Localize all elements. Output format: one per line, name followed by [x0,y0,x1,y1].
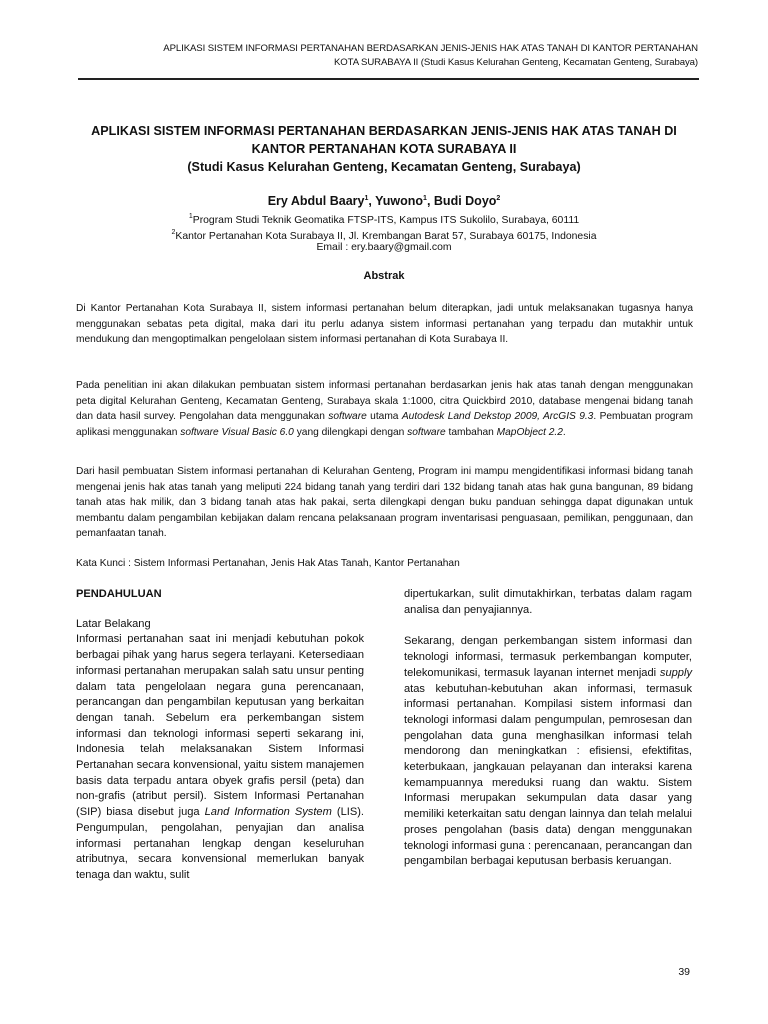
author-separator: , [426,194,434,208]
body-left-text: Informasi pertanahan saat ini menjadi kebutuhan pokok berbagai pihak yang harus segera terlayani. Ketersediaan informasi pertanahan merupakan salah satu unsur penting dalam tata pengelolaan negara guna perencanaan, perancangan dan pengambilan keputusan yang berkaitan dengan tanah. Sebelum era perkembangan sistem informasi dan teknologi informasi seperti sekarang ini, Indonesia telah melaksanakan Sistem Informasi Pertanahan secara konvensional, yaitu sistem manajemen basis data terpadu antara obyek grafis persil (peta) dan non-grafis (atribut persil). Sistem Informasi Pertanahan (SIP) biasa disebut juga [76,633,364,819]
author-separator: , [368,194,376,208]
body-column-left [76,587,364,884]
author-2-affiliation: 1 [423,195,427,202]
running-header-line2: KOTA SURABAYA II (Studi Kasus Kelurahan Genteng, Kecamatan Genteng, Surabaya) [334,57,698,68]
affiliation-2-text: Kantor Pertanahan Kota Surabaya II, Jl. Krembangan Barat 57, Surabaya 60175, Indonesia [175,231,597,242]
body-right-italic: supply [659,666,692,679]
abstract-p2-italic: software [407,426,446,438]
running-header [98,42,698,70]
keywords: Kata Kunci : Sistem Informasi Pertanahan, Jenis Hak Atas Tanah, Kantor Pertanahan [76,558,460,569]
body-right-text: Sekarang, dengan perkembangan sistem informasi dan teknologi informasi, termasuk perkembangan komputer, telekomunikasi, termasuk layanan internet menjadi [404,635,692,679]
page-number: 39 [678,966,690,978]
abstract-p2-text: . [562,426,566,438]
body-paragraph-right-1: dipertukarkan, sulit dimutakhirkan, terbatas dalam ragam analisa dan penyajiannya. [404,588,692,616]
section-heading: PENDAHULUAN [76,588,162,600]
author-3-affiliation: 2 [496,195,501,202]
author-3: Budi Doyo [433,194,497,208]
author-1: Ery Abdul Baary [267,194,365,208]
title-line2: KANTOR PERTANAHAN KOTA SURABAYA II [251,142,517,156]
subsection-heading: Latar Belakang [76,617,151,630]
body-paragraph-right-2 [404,634,692,870]
affiliation-1-text: Program Studi Teknik Geomatika FTSP-ITS, Kampus ITS Sukolilo, Surabaya, 60111 [192,215,580,226]
author-2: Yuwono [375,194,424,208]
abstract-paragraph-1: Di Kantor Pertanahan Kota Surabaya II, sistem informasi pertanahan belum diterapkan, jadi untuk melaksanakan tugasnya hanya menggunakan sebatas peta digital, maka dari itu perlu adanya sistem informasi pertanahan yang terpadu dan mutakhir untuk mendukung dan mengoptimalkan pengelolaan sistem informasi pertanahan di Kota Surabaya II. [76,303,693,345]
abstract-p2-italic: software [328,411,367,422]
header-rule [78,78,699,80]
body-left-text: (LIS). Pengumpulan, pengolahan, penyajian dan analisa informasi pertanahan lengkap dengan keseluruhan atributnya, secara konvensional memerlukan banyak tenaga dan waktu, sulit [76,806,365,881]
body-right-text: atas kebutuhan-kebutuhan akan informasi, termasuk informasi pertanahan. Kompilasi sistem informasi dan teknologi informasi dalam pengumpulan, pemrosesan dan pengolahan data guna menghasilkan informasi telah mendorong dan meningkatkan : efisiensi, efektifitas, keterbukaan, jangkauan pelayanan dan interaksi karena kemampuannya mereduksi ruang dan waktu. Sistem Informasi merupakan sekumpulan data dasar yang memiliki keterkaitan satu dengan lainnya dan telah melalui proses pengolahan (basis data) dengan menggunakan teknologi informasi guna : perencanaan, perancangan dan pengambilan berbagai keputusan berbasis keruangan. [404,682,692,868]
body-left-italic: Land Information System [204,806,332,819]
affiliation-1-marker: 1 [188,213,193,220]
abstract-paragraph-3: Dari hasil pembuatan Sistem informasi pertanahan di Kelurahan Genteng, Program ini mampu mengidentifikasi informasi bidang tanah mengenai jenis hak atas tanah yang meliputi 224 bidang tanah yang terdiri dari 132 bidang tanah atas hak guna bangunan, 89 bidang tanah atas hak milik, dan 3 bidang tanah atas hak pakai, serta dilengkapi dengan buku panduan sehingga dapat digunakan untuk membantu dalam pengambilan kebijakan dalam rencana pelaksanaan program inventarisasi penguasaan, pemilikan, penggunaan, dan pemanfaatan tanah. [76,466,693,539]
abstract-p2-text: Pada penelitian ini akan dilakukan pembuatan sistem informasi pertanahan berdasarkan jenis hak atas tanah dengan menggunakan peta digital Kelurahan Genteng, Kecamatan Genteng, Surabaya skala 1:1000, citra Quickbird 2010, database mengenai bidang tanah dan data hasil survey. Pengolahan data menggunakan [76,380,693,422]
abstract-p2-text: tambahan [445,426,497,438]
abstract-p2-italic: software Visual Basic 6.0 [180,426,294,438]
abstract-p2-text: utama [366,411,402,422]
affiliation-2-marker: 2 [171,229,176,236]
abstract-p2-text: yang dilengkapi dengan [293,426,408,438]
body-paragraph-left [76,632,364,883]
title-line3: (Studi Kasus Kelurahan Genteng, Kecamatan Genteng, Surabaya) [187,160,581,174]
abstract-p2-text: . Pembuatan program aplikasi menggunakan [76,411,693,438]
author-1-affiliation: 1 [364,195,369,202]
abstract-paragraph-2 [76,378,693,440]
author-email: Email : ery.baary@gmail.com [316,242,452,253]
title-line1: APLIKASI SISTEM INFORMASI PERTANAHAN BERDASARKAN JENIS-JENIS HAK ATAS TANAH DI [91,124,677,138]
abstract-p2-italic: MapObject 2.2 [496,426,563,438]
paper-title [70,122,698,176]
body-column-right [404,587,692,870]
running-header-line1: APLIKASI SISTEM INFORMASI PERTANAHAN BERDASARKAN JENIS-JENIS HAK ATAS TANAH DI KANTOR PERTANAHAN [163,43,698,54]
author-list [70,191,698,209]
abstract-p2-italic: Autodesk Land Dekstop 2009, ArcGIS 9.3 [401,411,594,422]
abstract-heading: Abstrak [363,270,405,282]
